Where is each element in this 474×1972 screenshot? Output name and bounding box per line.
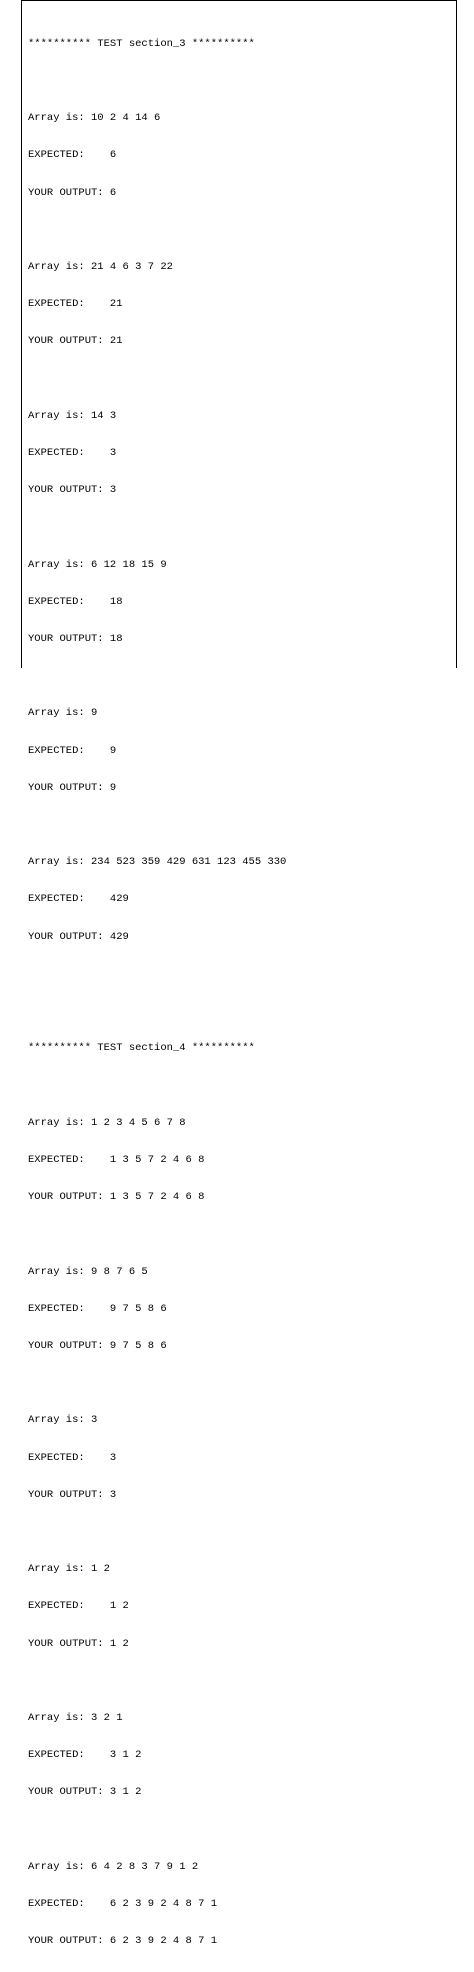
console-line xyxy=(28,75,286,87)
console-line xyxy=(28,224,286,236)
console-line: EXPECTED: 9 xyxy=(28,744,117,757)
console-line xyxy=(28,1080,286,1092)
console-line: EXPECTED: 21 xyxy=(28,298,123,311)
console-line xyxy=(28,1377,286,1389)
console-line: YOUR OUTPUT: 429 xyxy=(28,930,129,943)
console-output-panel xyxy=(21,0,457,1948)
console-line: EXPECTED: 429 xyxy=(28,893,129,906)
console-line xyxy=(28,1675,286,1687)
console-line: YOUR OUTPUT: 1 2 xyxy=(28,1637,129,1650)
console-line: EXPECTED: 6 2 3 9 2 4 8 7 1 xyxy=(28,1897,218,1910)
console-line: YOUR OUTPUT: 3 xyxy=(28,1488,117,1501)
console-line: Array is: 6 4 2 8 3 7 9 1 2 xyxy=(28,1860,199,1873)
console-line: Array is: 10 2 4 14 6 xyxy=(28,112,161,125)
console-line: Array is: 234 523 359 429 631 123 455 330 xyxy=(28,856,287,869)
console-line xyxy=(28,521,286,533)
console-line: YOUR OUTPUT: 6 xyxy=(28,186,117,199)
console-line xyxy=(28,1005,286,1017)
console-line: YOUR OUTPUT: 18 xyxy=(28,633,123,646)
console-line xyxy=(28,819,286,831)
console-line: EXPECTED: 1 2 xyxy=(28,1600,129,1613)
console-line: YOUR OUTPUT: 6 2 3 9 2 4 8 7 1 xyxy=(28,1935,218,1948)
console-line: YOUR OUTPUT: 3 xyxy=(28,484,117,497)
console-line: YOUR OUTPUT: 21 xyxy=(28,335,123,348)
console-line: Array is: 6 12 18 15 9 xyxy=(28,558,167,571)
console-line: Array is: 9 8 7 6 5 xyxy=(28,1265,148,1278)
console-line: Array is: 14 3 xyxy=(28,409,117,422)
console-line xyxy=(28,1824,286,1836)
console-line: EXPECTED: 3 xyxy=(28,447,117,460)
console-line xyxy=(28,373,286,385)
console-line xyxy=(28,1526,286,1538)
console-line: EXPECTED: 3 1 2 xyxy=(28,1749,142,1762)
console-line: Array is: 3 2 1 xyxy=(28,1711,123,1724)
console-output-text xyxy=(28,13,286,1972)
console-line: YOUR OUTPUT: 9 xyxy=(28,781,117,794)
console-line: EXPECTED: 1 3 5 7 2 4 6 8 xyxy=(28,1153,205,1166)
console-line: Array is: 1 2 xyxy=(28,1563,110,1576)
console-line: YOUR OUTPUT: 1 3 5 7 2 4 6 8 xyxy=(28,1191,205,1204)
console-line: YOUR OUTPUT: 9 7 5 8 6 xyxy=(28,1339,167,1352)
console-line: Array is: 21 4 6 3 7 22 xyxy=(28,261,173,274)
console-line: ********** TEST section_3 ********** xyxy=(28,37,255,50)
console-line: EXPECTED: 6 xyxy=(28,149,117,162)
console-line: YOUR OUTPUT: 3 1 2 xyxy=(28,1786,142,1799)
console-line xyxy=(28,670,286,682)
console-line xyxy=(28,968,286,980)
console-line: EXPECTED: 18 xyxy=(28,595,123,608)
console-line: Array is: 9 xyxy=(28,707,98,720)
console-line: EXPECTED: 3 xyxy=(28,1451,117,1464)
console-line: Array is: 1 2 3 4 5 6 7 8 xyxy=(28,1116,186,1129)
console-line: Array is: 3 xyxy=(28,1414,98,1427)
console-line: EXPECTED: 9 7 5 8 6 xyxy=(28,1302,167,1315)
console-line: ********** TEST section_4 ********** xyxy=(28,1042,255,1055)
console-line xyxy=(28,1228,286,1240)
